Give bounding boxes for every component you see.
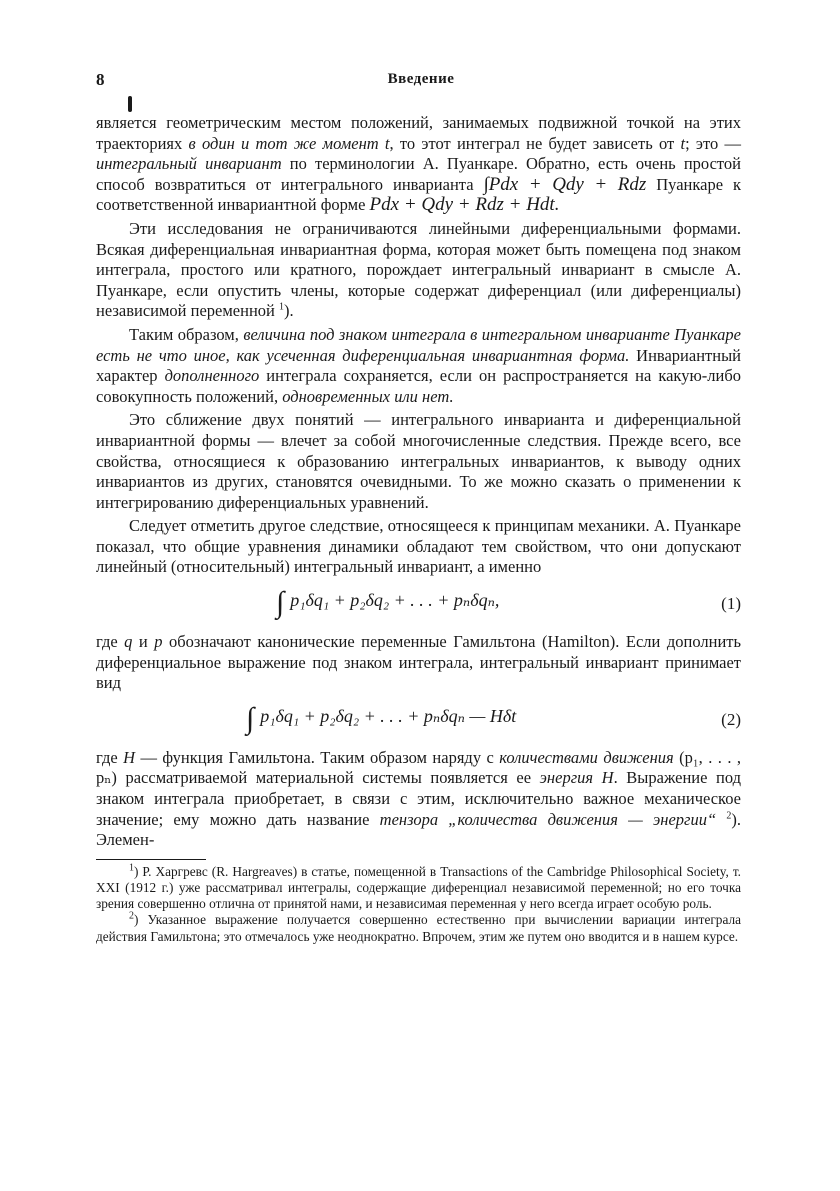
- text: (p₁, . . . , pₙ) рассматриваемой материальной системы появляется ее: [96, 747, 741, 788]
- italic-text: q: [124, 632, 133, 652]
- italic-text: величина под знаком интеграла в интегральном инварианте Пуанкаре есть не что иное, как усеченная диференциальная инвариантная форма.: [96, 324, 742, 365]
- integral-sign: ∫: [246, 701, 255, 735]
- equation-2-number: (2): [721, 709, 741, 729]
- footnote-text: ) Р. Харгревс (R. Hargreaves) в статье, помещенной в Transactions of the Cambridge Philosophical Society, т. XXI (1912 г.) уже рассматривал интегралы, содержащие диференциал независимой переменной; но его точка зрения совершенно отлична от принятой нами, и независимая переменная у него всегда играет особую роль.: [96, 863, 741, 912]
- equation-2-body: p₁δq₁ + p₂δq₂ + . . . + pₙδqₙ — Hδt: [260, 705, 517, 726]
- text: ).: [283, 301, 294, 321]
- text: обозначают канонические переменные Гамильтона (Hamilton). Если дополнить диференциальное выражение под знаком интеграла, интегральный инвариант принимает вид: [96, 632, 742, 693]
- page-number: 8: [96, 70, 105, 89]
- text: интеграла сохраняется, если он распространяется на какую-либо совокупность положений,: [96, 366, 741, 406]
- text: , то этот интеграл не будет зависеть от: [389, 133, 681, 153]
- inline-form: Pdx + Qdy + Rdz + Hdt.: [369, 194, 560, 216]
- paragraph-1: [96, 113, 741, 216]
- text: где: [96, 632, 125, 652]
- equation-2: [96, 700, 741, 742]
- italic-text: дополненного: [164, 366, 260, 386]
- text: Пуанкаре к соответственной инвариантной форме: [96, 174, 741, 215]
- footnote-ref: 2: [726, 810, 732, 822]
- footnote-mark: 2: [129, 911, 134, 922]
- print-speck: [128, 96, 132, 112]
- equation-1: [96, 584, 741, 626]
- text: ). Элемен-: [96, 809, 742, 850]
- equation-1-formula: [276, 586, 500, 620]
- integral-sign: ∫: [276, 586, 285, 620]
- paragraph-5: Следует отметить другое следствие, относящееся к принципам механики. А. Пуанкаре показал, что общие уравнения динамики обладают тем свойством, что они допускают линейный (относительный) интегральный инвариант, а именно: [96, 516, 741, 577]
- italic-text: интегральный инвариант: [96, 154, 282, 174]
- footnote-divider: [96, 859, 206, 860]
- running-title: Введение: [387, 71, 455, 87]
- italic-text: тензора „количества движения — энергии“: [379, 809, 717, 829]
- text: Эти исследования не ограничиваются линейными диференциальными формами. Всякая диференциальная инвариантная форма, которая может быть помещена под знаком интеграла, простого или кратного, порождает интегральный инвариант в смысле А. Пуанкаре, если опустить члены, которые содержат диференциал (или диференциалы) независимой переменной: [96, 218, 741, 321]
- text: где: [96, 747, 124, 767]
- footnote-ref: 1: [278, 301, 284, 313]
- paragraph-6: [96, 632, 741, 694]
- footnote-1: [96, 864, 741, 913]
- equation-1-body: p₁δq₁ + p₂δq₂ + . . . + pₙδqₙ,: [290, 590, 500, 611]
- footnote-2: [96, 912, 741, 944]
- equation-1-number: (1): [721, 594, 741, 614]
- inline-integral: ∫Pdx + Qdy + Rdz: [483, 173, 647, 195]
- footnote-mark: 1: [129, 862, 134, 874]
- italic-text: t: [680, 133, 686, 153]
- italic-text: энергия H: [539, 768, 614, 788]
- equation-2-formula: [246, 701, 517, 735]
- text: . Выражение под знаком интеграла приобретает, в связи с этим, исключительно важное механическое значение; ему можно дать название: [96, 768, 742, 829]
- italic-text: количествами движения: [499, 747, 674, 767]
- text: и: [132, 632, 155, 652]
- text: — функция Гамильтона. Таким образом наряду с: [135, 747, 500, 767]
- page-header: [96, 70, 746, 90]
- paragraph-7: [96, 748, 741, 851]
- italic-text: H: [123, 747, 136, 767]
- italic-text: в один и тот же момент t: [188, 133, 390, 153]
- footnote-text: ) Указанное выражение получается совершенно естественно при вычислении вариации интеграла действия Гамильтона; это отмечалось уже неоднократно. Впрочем, этим же путем оно вводится и в нашем курсе.: [96, 912, 741, 944]
- italic-text: p: [154, 632, 163, 652]
- text: по терминологии А. Пуанкаре. Обратно, есть очень простой способ возвратиться от интегрального инварианта: [96, 154, 741, 194]
- paragraph-4: Это сближение двух понятий — интегрального инварианта и диференциальной инвариантной формы — влечет за собой многочисленные следствия. Прежде всего, все свойства, относящиеся к образованию интегральных инвариантов, к выводу одних инвариантов из других, становятся очевидными. То же можно сказать о применении к интегрированию диференциальных уравнений.: [96, 410, 741, 512]
- paragraph-2: [96, 219, 741, 322]
- text: является геометрическим местом положений, занимаемых подвижной точкой на этих траекториях: [96, 113, 741, 153]
- text: [716, 810, 726, 829]
- page-body: [96, 113, 741, 945]
- italic-text: одновременных или нет.: [282, 386, 454, 406]
- text: ; это —: [685, 133, 742, 153]
- paragraph-3: [96, 325, 741, 407]
- text: Таким образом,: [129, 324, 244, 344]
- text: Инвариантный характер: [96, 345, 741, 386]
